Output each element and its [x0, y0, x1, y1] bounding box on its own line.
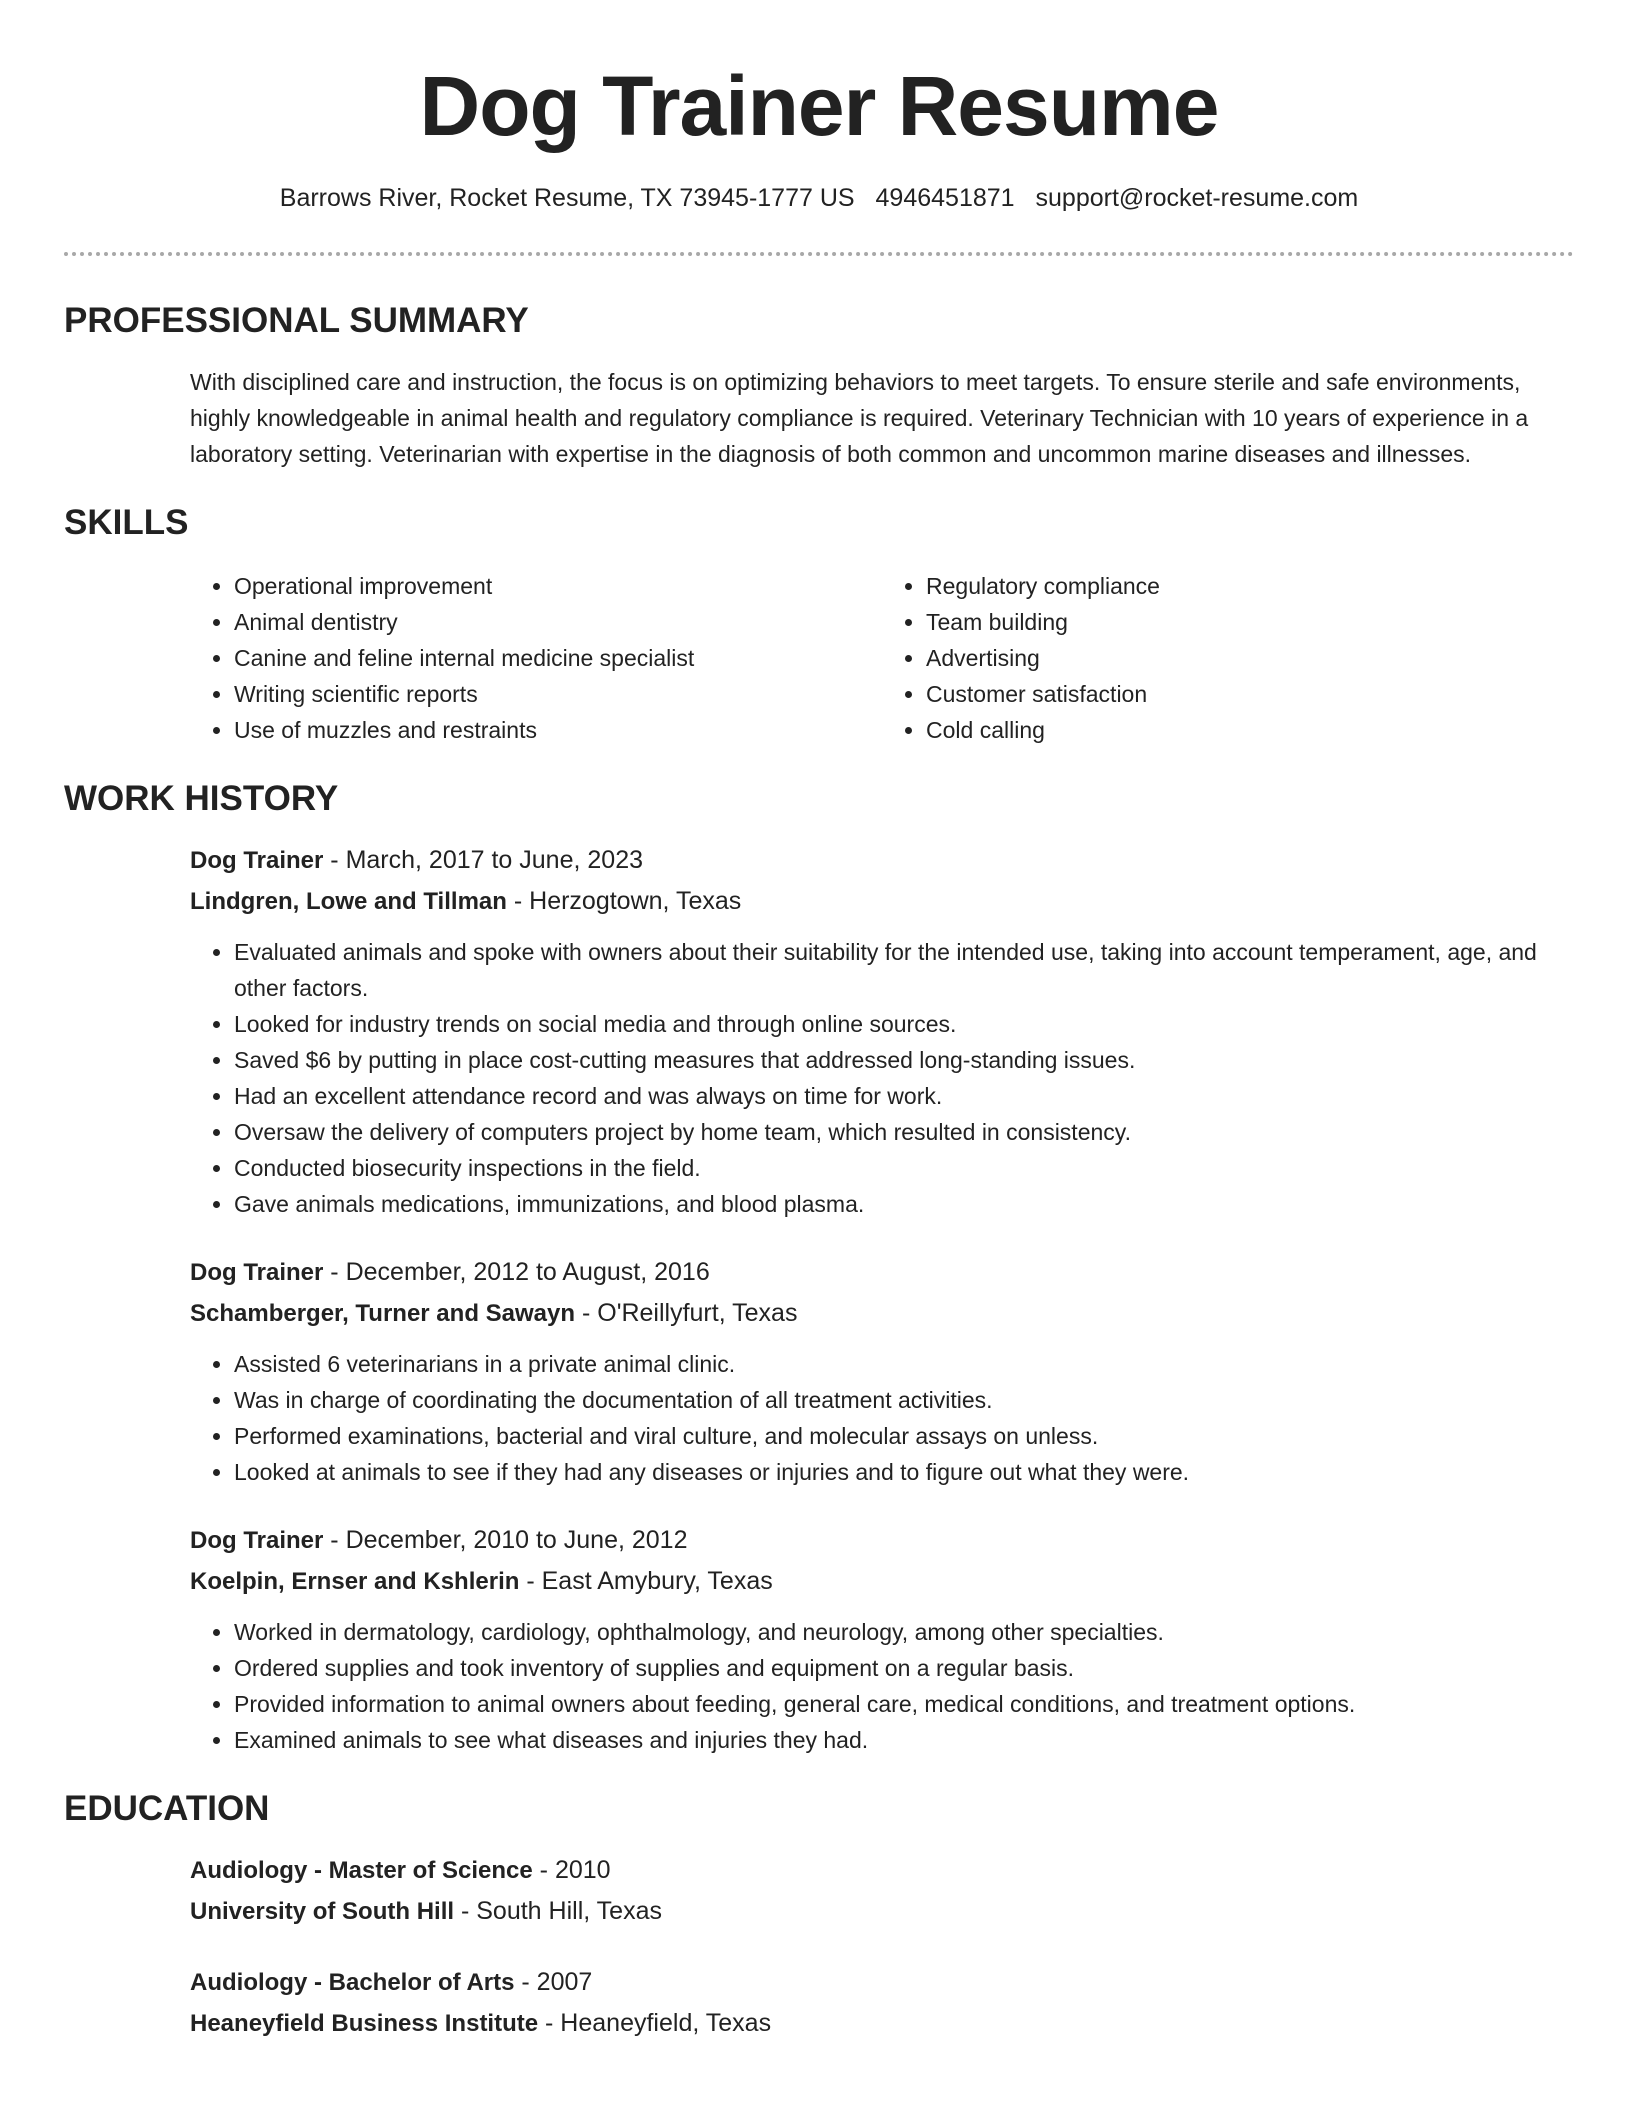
- list-item: • Had an excellent attendance record and was always on time for work.: [234, 1078, 1574, 1114]
- list-item: • Advertising: [926, 640, 1574, 676]
- job-role: Dog Trainer: [190, 1259, 324, 1286]
- list-item: • Writing scientific reports: [234, 676, 882, 712]
- job-company: Koelpin, Ernser and Kshlerin: [190, 1568, 520, 1595]
- job-role: Dog Trainer: [190, 847, 324, 874]
- school-name: University of South Hill: [190, 1898, 455, 1925]
- degree-name: Audiology - Master of Science: [190, 1857, 533, 1884]
- degree-line: [190, 1850, 1574, 1891]
- job-dates: - December, 2010 to June, 2012: [323, 1526, 688, 1554]
- list-item: • Oversaw the delivery of computers project by home team, which resulted in consistency.: [234, 1114, 1574, 1150]
- education-entry: [190, 1962, 1574, 2044]
- contact-address: Barrows River, Rocket Resume, TX 73945-1777 US: [279, 184, 855, 212]
- list-item: • Use of muzzles and restraints: [234, 712, 882, 748]
- header-divider: [64, 252, 1574, 256]
- list-item: • Evaluated animals and spoke with owners about their suitability for the intended use, taking into account temperament, age, and other factors.: [234, 934, 1574, 1006]
- list-item: • Regulatory compliance: [926, 568, 1574, 604]
- job-bullets: [190, 1346, 1574, 1490]
- job-role: Dog Trainer: [190, 1527, 324, 1554]
- degree-name: Audiology - Bachelor of Arts: [190, 1969, 515, 1996]
- contact-line: [64, 182, 1574, 214]
- section-title-education: EDUCATION: [64, 1789, 270, 1828]
- section-title-summary: PROFESSIONAL SUMMARY: [64, 301, 529, 340]
- resume-page: [64, 0, 1574, 2044]
- list-item: • Animal dentistry: [234, 604, 882, 640]
- list-item: • Cold calling: [926, 712, 1574, 748]
- job-title-line: [190, 840, 1574, 881]
- job-company-line: [190, 881, 1574, 922]
- contact-phone: 4946451871: [875, 184, 1015, 212]
- list-item: • Examined animals to see what diseases and injuries they had.: [234, 1722, 1574, 1758]
- section-title-skills: SKILLS: [64, 503, 189, 542]
- school-name: Heaneyfield Business Institute: [190, 2010, 539, 2037]
- list-item: • Conducted biosecurity inspections in the field.: [234, 1150, 1574, 1186]
- education-entry: [190, 1850, 1574, 1932]
- degree-line: [190, 1962, 1574, 2003]
- list-item: • Customer satisfaction: [926, 676, 1574, 712]
- list-item: • Canine and feline internal medicine specialist: [234, 640, 882, 676]
- job-company: Schamberger, Turner and Sawayn: [190, 1300, 576, 1327]
- job-entry: [190, 840, 1574, 1222]
- list-item: • Ordered supplies and took inventory of supplies and equipment on a regular basis.: [234, 1650, 1574, 1686]
- skills-list: [190, 568, 1574, 748]
- job-company: Lindgren, Lowe and Tillman: [190, 888, 507, 915]
- list-item: • Looked at animals to see if they had any diseases or injuries and to figure out what they were.: [234, 1454, 1574, 1490]
- contact-email: support@rocket-resume.com: [1035, 184, 1359, 212]
- job-title-line: [190, 1252, 1574, 1293]
- list-item: • Provided information to animal owners about feeding, general care, medical conditions, and treatment options.: [234, 1686, 1574, 1722]
- list-item: • Saved $6 by putting in place cost-cutting measures that addressed long-standing issues.: [234, 1042, 1574, 1078]
- list-item: • Assisted 6 veterinarians in a private animal clinic.: [234, 1346, 1574, 1382]
- job-bullets: [190, 1614, 1574, 1758]
- job-company-line: [190, 1293, 1574, 1334]
- job-dates: - March, 2017 to June, 2023: [323, 846, 644, 874]
- school-line: [190, 1891, 1574, 1932]
- school-location: - South Hill, Texas: [454, 1897, 662, 1925]
- job-company-line: [190, 1561, 1574, 1602]
- job-location: - East Amybury, Texas: [519, 1567, 773, 1595]
- section-title-work: WORK HISTORY: [64, 779, 339, 818]
- job-entry: [190, 1520, 1574, 1758]
- job-location: - Herzogtown, Texas: [506, 887, 742, 915]
- degree-year: - 2010: [532, 1856, 611, 1884]
- skills-column-right: [882, 568, 1574, 748]
- list-item: • Gave animals medications, immunizations, and blood plasma.: [234, 1186, 1574, 1222]
- page-title: Dog Trainer Resume: [419, 59, 1219, 153]
- skills-column-left: [190, 568, 882, 748]
- school-line: [190, 2003, 1574, 2044]
- list-item: • Performed examinations, bacterial and viral culture, and molecular assays on unless.: [234, 1418, 1574, 1454]
- list-item: • Looked for industry trends on social media and through online sources.: [234, 1006, 1574, 1042]
- job-bullets: [190, 934, 1574, 1222]
- summary-text: With disciplined care and instruction, the focus is on optimizing behaviors to meet targets. To ensure sterile and safe environments, highly knowledgeable in animal health and regulatory compliance is required. Veterinary Technician with 10 years of experience in a laboratory setting. Veterinarian with expertise in the diagnosis of both common and uncommon marine diseases and illnesses.: [190, 369, 1529, 467]
- list-item: • Was in charge of coordinating the documentation of all treatment activities.: [234, 1382, 1574, 1418]
- job-location: - O'Reillyfurt, Texas: [575, 1299, 798, 1327]
- job-entry: [190, 1252, 1574, 1490]
- job-title-line: [190, 1520, 1574, 1561]
- school-location: - Heaneyfield, Texas: [538, 2009, 772, 2037]
- list-item: • Operational improvement: [234, 568, 882, 604]
- degree-year: - 2007: [514, 1968, 593, 1996]
- list-item: • Worked in dermatology, cardiology, ophthalmology, and neurology, among other specialties.: [234, 1614, 1574, 1650]
- list-item: • Team building: [926, 604, 1574, 640]
- job-dates: - December, 2012 to August, 2016: [323, 1258, 710, 1286]
